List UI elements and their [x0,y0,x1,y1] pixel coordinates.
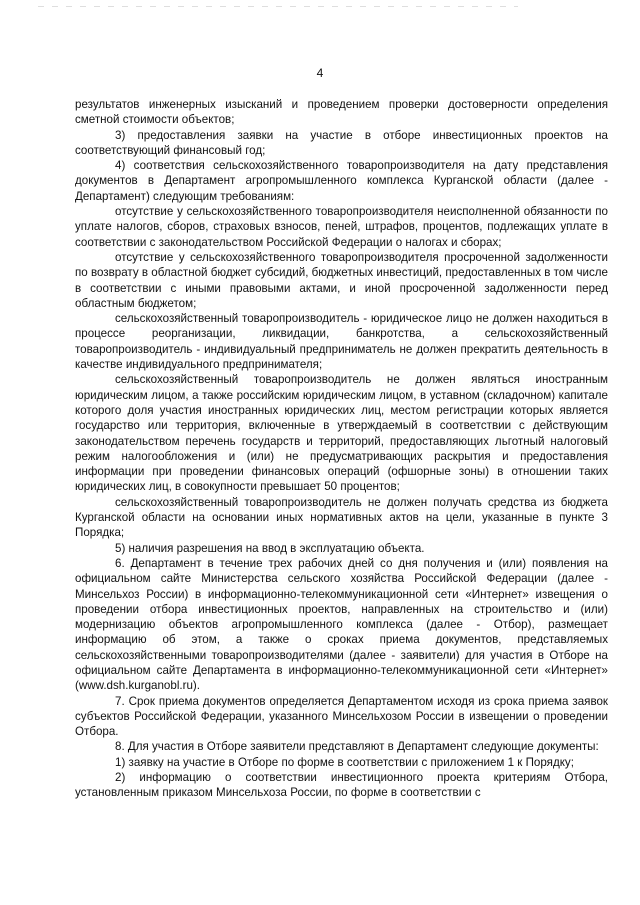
paragraph: сельскохозяйственный товаропроизводитель не должен являться иностранным юридическим лицом, а также российским юридическим лицом, в уставном (складочном) капитале которого доля участия иностранных юридических лиц, местом регистрации которых является государство или территория, включенные в утверждаемый в соответствии с действующим законодательством перечень государств и территорий, предоставляющих льготный налоговый режим налогообложения и (или) не предусматривающих раскрытия и предоставления информации при проведении финансовых операций (офшорные зоны) в отношении таких юридических лиц, в совокупности превышает 50 процентов; [75,373,608,494]
paragraph: 2) информацию о соответствии инвестиционного проекта критериям Отбора, установленным приказом Минсельхоза России, по форме в соответствии с [75,771,608,800]
paragraph: отсутствие у сельскохозяйственного товаропроизводителя просроченной задолженности по возврату в областной бюджет субсидий, бюджетных инвестиций, предоставленных в том числе в соответствии с иными правовыми актами, и иной просроченной задолженности перед областным бюджетом; [75,250,608,310]
paragraph: отсутствие у сельскохозяйственного товаропроизводителя неисполненной обязанности по уплате налогов, сборов, страховых взносов, пеней, штрафов, процентов, подлежащих уплате в соответствии с законодательством Российской Федерации о налогах и сборах; [75,205,608,249]
paragraph: 6. Департамент в течение трех рабочих дней со дня получения и (или) появления на официальном сайте Министерства сельского хозяйства Российской Федерации (далее - Минсельхоз России) в информационно-телекоммуникационной сети «Интернет» извещения о проведении отбора инвестиционных проектов, направленных на строительство и (или) модернизацию объектов агропромышленного комплекса (далее - Отбор), размещает информацию об этом, а также о сроках приема документов, представляемых сельскохозяйственными товаропроизводителями (далее - заявители) для участия в Отборе на официальном сайте Департамента в информационно-телекоммуникационной сети «Интернет» (www.dsh.kurganobl.ru). [75,556,608,693]
paragraph: результатов инженерных изысканий и проведением проверки достоверности определения сметной стоимости объектов; [75,98,608,127]
paragraph: 7. Срок приема документов определяется Департаментом исходя из срока приема заявок субъектов Российской Федерации, указанного Минсельхозом России в извещении о проведении Отбора. [75,694,608,739]
paragraph: сельскохозяйственный товаропроизводитель не должен получать средства из бюджета Курганской области на основании иных нормативных актов на цели, указанные в пункте 3 Порядка; [75,495,608,540]
scan-artifact-line [38,6,518,7]
document-body [75,97,608,801]
paragraph: 4) соответствия сельскохозяйственного товаропроизводителя на дату представления документов в Департамент агропромышленного комплекса Курганской области (далее - Департамент) следующим требованиям: [75,159,608,203]
paragraph: 1) заявку на участие в Отборе по форме в соответствии с приложением 1 к Порядку; [115,755,574,769]
paragraph: 8. Для участия в Отборе заявители представляют в Департамент следующие документы: [115,740,599,754]
paragraph: 5) наличия разрешения на ввод в эксплуатацию объекта. [115,541,425,555]
paragraph: 3) предоставления заявки на участие в отборе инвестиционных проектов на соответствующий финансовый год; [75,128,608,157]
page-number: 4 [316,66,324,80]
paragraph: сельскохозяйственный товаропроизводитель - юридическое лицо не должен находиться в процессе реорганизации, ликвидации, банкротства, а сельскохозяйственный товаропроизводитель - индивидуальный предприниматель не должен прекратить деятельность в качестве индивидуального предпринимателя; [75,312,608,372]
